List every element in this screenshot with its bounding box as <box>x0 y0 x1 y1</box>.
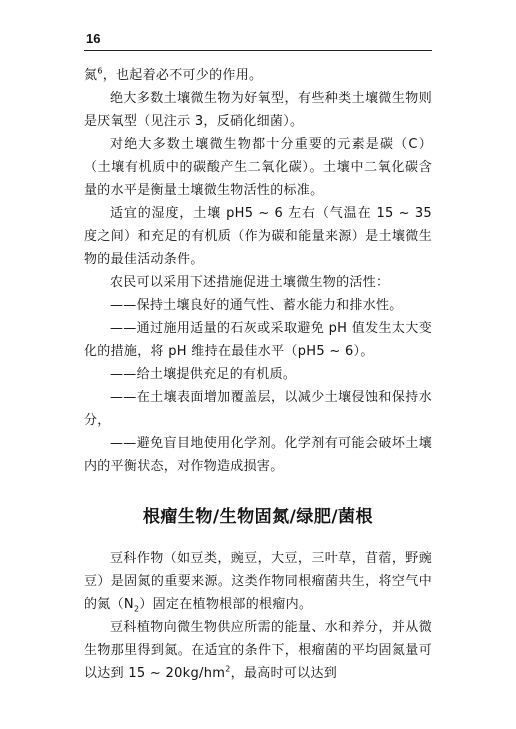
page-body <box>84 64 432 685</box>
text-run: 豆科植物向微生物供应所需的能量、水和养分，并从微生物那里得到氮。在适宜的条件下，根瘤菌的平均固氮量可以达到 15 ~ 20kg/hm <box>84 620 432 681</box>
paragraph-aerobic: 绝大多数土壤微生物为好氧型，有些种类土壤微生物则是厌氧型（见注示 3，反硝化细菌）。 <box>84 91 432 129</box>
text-run: ）固定在植物根部的根瘤内。 <box>139 597 313 612</box>
paragraph-symbiosis <box>84 616 432 685</box>
section-heading: 根瘤生物/生物固氮/绿肥/菌根 <box>142 507 374 527</box>
measure-ph: ——通过施用适量的石灰或采取避免 pH 值发生太大变化的措施，将 pH 维持在最佳水平（pH5 ~ 6）。 <box>84 321 432 359</box>
paragraph-carbon: 对绝大多数土壤微生物都十分重要的元素是碳（C）（土壤有机质中的碳酸产生二氧化碳）。土壤中二氧化碳含量的水平是衡量土壤微生物活性的标准。 <box>84 137 432 198</box>
text-run: ，最高时可以达到 <box>230 666 338 681</box>
superscript: 2 <box>225 664 231 674</box>
measure-cover-layer: ——在土壤表面增加覆盖层，以减少土壤侵蚀和保持水分， <box>84 390 432 428</box>
paragraph-legumes <box>84 547 432 616</box>
measure-organic-matter: ——给土壤提供充足的有机质。 <box>110 367 297 382</box>
subscript: 2 <box>133 604 140 614</box>
text-run: 豆科作物（如豆类，豌豆，大豆，三叶草，苜蓿，野豌豆）是固氮的重要来源。这类作物同根瘤菌共生，将空气中的氮（N <box>84 551 432 612</box>
page-number: 16 <box>86 31 101 46</box>
paragraph-conditions: 适宜的湿度，土壤 pH5 ~ 6 左右（气温在 15 ~ 35 度之间）和充足的有机质（作为碳和能量来源）是土壤微生物的最佳活动条件。 <box>84 206 432 267</box>
text-run: 氮 <box>84 68 98 83</box>
header-rule <box>84 50 432 51</box>
paragraph-measures-intro: 农民可以采用下述措施促进土壤微生物的活性： <box>110 275 390 290</box>
measure-chemicals: ——避免盲目地使用化学剂。化学剂有可能会破坏土壤内的平衡状态，对作物造成损害。 <box>84 436 432 474</box>
text-run: ，也起着必不可少的作用。 <box>102 68 263 83</box>
paragraph-nitrogen-role <box>84 64 432 87</box>
measure-aeration: ——保持土壤良好的通气性、蓄水能力和排水性。 <box>110 298 403 313</box>
footnote-marker: 6 <box>97 66 103 76</box>
